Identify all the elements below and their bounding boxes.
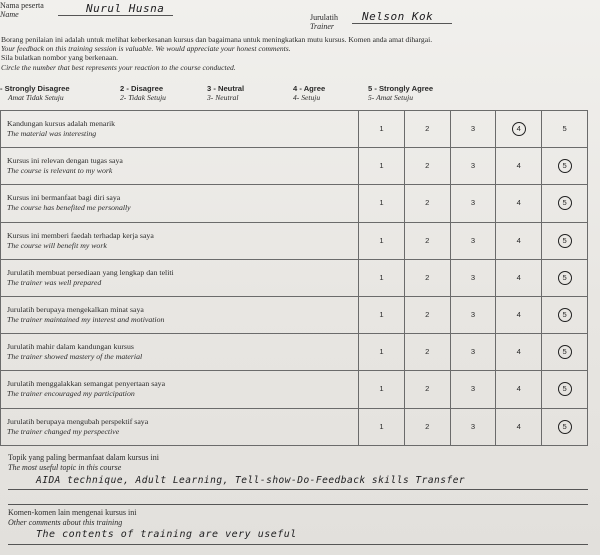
scale-legend-2 bbox=[120, 84, 166, 102]
rating-number: 2 bbox=[425, 272, 430, 282]
rating-option-3[interactable] bbox=[450, 334, 496, 371]
selected-rating-circle: 5 bbox=[558, 420, 572, 434]
rating-option-2[interactable] bbox=[404, 111, 450, 148]
question-row bbox=[1, 222, 588, 259]
scale-3-ms: 3- Neutral bbox=[207, 93, 239, 102]
rating-number: 1 bbox=[379, 310, 384, 320]
rating-option-5[interactable] bbox=[542, 185, 588, 222]
rating-number: 4 bbox=[516, 161, 521, 171]
rating-option-4[interactable] bbox=[496, 334, 542, 371]
rating-number: 3 bbox=[470, 124, 476, 134]
rating-number: 1 bbox=[379, 124, 384, 134]
question-text-en: The trainer was well prepared bbox=[7, 277, 102, 287]
scale-3-label: 3 - Neutral bbox=[207, 84, 245, 93]
scale-legend-5 bbox=[368, 84, 433, 102]
rating-number: 2 bbox=[425, 421, 430, 431]
rating-option-4[interactable] bbox=[496, 259, 542, 296]
rating-number: 3 bbox=[470, 347, 476, 357]
rating-option-1[interactable] bbox=[359, 371, 405, 408]
scale-legend-3 bbox=[207, 84, 244, 102]
rating-option-1[interactable] bbox=[359, 259, 405, 296]
question-row bbox=[1, 259, 588, 296]
rating-option-1[interactable] bbox=[359, 111, 405, 148]
rating-option-1[interactable] bbox=[359, 408, 405, 445]
rating-option-2[interactable] bbox=[404, 296, 450, 333]
scale-1-ms: Amat Tidak Setuju bbox=[8, 93, 64, 102]
question-text-cell bbox=[1, 222, 359, 259]
selected-rating-circle: 4 bbox=[512, 122, 526, 136]
question-row bbox=[1, 185, 588, 222]
instructions bbox=[1, 35, 432, 72]
useful-topic-line-1 bbox=[8, 489, 588, 490]
rating-number: 4 bbox=[516, 235, 521, 245]
rating-option-5[interactable] bbox=[542, 296, 588, 333]
instruction-en: Your feedback on this training session is valuable. We would appreciate your honest comments. bbox=[1, 44, 291, 54]
comments-label-en: Other comments about this training bbox=[8, 518, 123, 527]
question-text-cell bbox=[1, 259, 359, 296]
scale-2-ms: 2- Tidak Setuju bbox=[120, 93, 166, 102]
participant-label-en: Name bbox=[0, 10, 19, 19]
rating-number: 5 bbox=[562, 124, 567, 134]
selected-rating-circle: 5 bbox=[558, 234, 572, 248]
question-text-en: The course has benefited me personally bbox=[7, 203, 131, 213]
question-text-en: The trainer showed mastery of the material bbox=[7, 352, 143, 362]
question-text-ms: Jurulatih menggalakkan semangat penyertaan saya bbox=[7, 379, 166, 389]
question-text-cell bbox=[1, 148, 359, 185]
scale-legend-1 bbox=[0, 84, 70, 102]
scale-2-label: 2 - Disagree bbox=[120, 84, 164, 93]
rating-option-2[interactable] bbox=[404, 334, 450, 371]
scale-4-label: 4 - Agree bbox=[293, 84, 326, 93]
rating-option-3[interactable] bbox=[450, 259, 496, 296]
rating-option-2[interactable] bbox=[404, 259, 450, 296]
question-text-en: The trainer maintained my interest and motivation bbox=[7, 315, 165, 325]
trainer-label-en: Trainer bbox=[310, 22, 335, 31]
question-text-ms: Kursus ini memberi faedah terhadap kerja saya bbox=[7, 230, 154, 240]
question-text-ms: Jurulatih mahir dalam kandungan kursus bbox=[7, 342, 134, 352]
selected-rating-circle: 5 bbox=[558, 345, 572, 359]
question-text-en: The course will benefit my work bbox=[7, 240, 107, 250]
trainer-underline bbox=[352, 23, 452, 24]
rating-number: 1 bbox=[379, 161, 384, 171]
comments-label-ms: Komen-komen lain mengenai kursus ini bbox=[8, 508, 137, 517]
participant-underline bbox=[58, 15, 173, 16]
rating-number: 4 bbox=[516, 347, 521, 357]
rating-number: 1 bbox=[379, 384, 384, 394]
selected-rating-circle: 5 bbox=[558, 308, 572, 322]
scale-1-label: - Strongly Disagree bbox=[0, 84, 70, 93]
rating-number: 2 bbox=[425, 198, 430, 208]
rating-number: 1 bbox=[379, 198, 384, 208]
scale-legend-4 bbox=[293, 84, 325, 102]
rating-number: 2 bbox=[425, 310, 430, 320]
rating-number: 4 bbox=[516, 198, 521, 208]
rating-option-5[interactable] bbox=[542, 222, 588, 259]
rating-number: 4 bbox=[516, 272, 521, 282]
rating-option-5[interactable] bbox=[542, 408, 588, 445]
rating-option-3[interactable] bbox=[450, 371, 496, 408]
rating-option-3[interactable] bbox=[450, 408, 496, 445]
rating-number: 1 bbox=[379, 235, 384, 245]
circle-instruction-en: Circle the number that best represents your reaction to the course conducted. bbox=[1, 62, 236, 72]
rating-number: 3 bbox=[470, 198, 476, 208]
question-text-cell bbox=[1, 408, 359, 445]
rating-option-3[interactable] bbox=[450, 222, 496, 259]
rating-number: 1 bbox=[379, 347, 384, 357]
rating-option-4[interactable] bbox=[496, 296, 542, 333]
rating-option-4[interactable] bbox=[496, 148, 542, 185]
rating-option-1[interactable] bbox=[359, 222, 405, 259]
rating-option-5[interactable] bbox=[542, 334, 588, 371]
rating-number: 4 bbox=[516, 421, 521, 431]
selected-rating-circle: 5 bbox=[558, 382, 572, 396]
rating-number: 3 bbox=[470, 384, 476, 394]
rating-number: 1 bbox=[379, 272, 384, 282]
rating-number: 2 bbox=[425, 347, 430, 357]
selected-rating-circle: 5 bbox=[558, 159, 572, 173]
useful-topic-label bbox=[8, 453, 159, 473]
question-row bbox=[1, 148, 588, 185]
rating-table bbox=[0, 110, 588, 446]
rating-option-2[interactable] bbox=[404, 148, 450, 185]
circle-instruction-ms: Sila bulatkan nombor yang berkenaan. bbox=[1, 53, 119, 63]
selected-rating-circle: 5 bbox=[558, 271, 572, 285]
comments-answer[interactable]: The contents of training are very useful bbox=[36, 529, 297, 540]
useful-topic-label-en: The most useful topic in this course bbox=[8, 463, 122, 472]
question-text-cell bbox=[1, 334, 359, 371]
question-text-cell bbox=[1, 296, 359, 333]
rating-option-3[interactable] bbox=[450, 185, 496, 222]
rating-option-2[interactable] bbox=[404, 371, 450, 408]
question-text-en: The trainer changed my perspective bbox=[7, 426, 120, 436]
question-row bbox=[1, 371, 588, 408]
rating-number: 4 bbox=[516, 310, 521, 320]
rating-option-3[interactable] bbox=[450, 111, 496, 148]
useful-topic-line-2 bbox=[8, 504, 588, 505]
rating-number: 3 bbox=[470, 272, 476, 282]
scale-5-ms: 5- Amat Setuju bbox=[368, 93, 413, 102]
rating-option-4[interactable] bbox=[496, 185, 542, 222]
rating-option-4[interactable] bbox=[496, 222, 542, 259]
rating-number: 3 bbox=[470, 161, 476, 171]
rating-number: 2 bbox=[425, 161, 430, 171]
rating-number: 3 bbox=[470, 235, 476, 245]
question-text-ms: Kandungan kursus adalah menarik bbox=[7, 119, 116, 129]
selected-rating-circle: 5 bbox=[558, 196, 572, 210]
rating-option-4[interactable] bbox=[496, 408, 542, 445]
trainer-label bbox=[310, 13, 338, 31]
rating-option-1[interactable] bbox=[359, 148, 405, 185]
trainer-label-ms: Jurulatih bbox=[310, 13, 338, 22]
rating-option-1[interactable] bbox=[359, 334, 405, 371]
question-text-ms: Jurulatih berupaya mengubah perspektif saya bbox=[7, 416, 149, 426]
question-row bbox=[1, 296, 588, 333]
rating-option-3[interactable] bbox=[450, 296, 496, 333]
question-text-en: The trainer encouraged my participation bbox=[7, 389, 135, 399]
participant-name-value[interactable]: Nurul Husna bbox=[86, 2, 165, 15]
rating-option-5[interactable] bbox=[542, 259, 588, 296]
rating-option-2[interactable] bbox=[404, 408, 450, 445]
rating-number: 3 bbox=[470, 310, 476, 320]
question-text-cell bbox=[1, 185, 359, 222]
rating-option-1[interactable] bbox=[359, 185, 405, 222]
rating-option-5[interactable] bbox=[542, 111, 588, 148]
rating-option-2[interactable] bbox=[404, 185, 450, 222]
question-text-ms: Kursus ini bermanfaat bagi diri saya bbox=[7, 193, 121, 203]
rating-option-1[interactable] bbox=[359, 296, 405, 333]
question-row bbox=[1, 408, 588, 445]
useful-topic-answer[interactable]: AIDA technique, Adult Learning, Tell-show-Do-Feedback skills Transfer bbox=[36, 475, 466, 486]
rating-number: 2 bbox=[425, 124, 430, 134]
question-text-en: The material was interesting bbox=[7, 129, 97, 139]
rating-option-2[interactable] bbox=[404, 222, 450, 259]
useful-topic-label-ms: Topik yang paling bermanfaat dalam kursus ini bbox=[8, 453, 159, 462]
scale-5-label: 5 - Strongly Agree bbox=[368, 84, 434, 93]
rating-number: 4 bbox=[516, 384, 521, 394]
question-text-ms: Jurulatih berupaya mengekalkan minat saya bbox=[7, 305, 144, 315]
rating-option-5[interactable] bbox=[542, 371, 588, 408]
participant-label bbox=[0, 1, 44, 19]
question-text-cell bbox=[1, 371, 359, 408]
rating-option-4[interactable] bbox=[496, 111, 542, 148]
rating-option-5[interactable] bbox=[542, 148, 588, 185]
rating-number: 3 bbox=[470, 421, 476, 431]
question-text-ms: Kursus ini relevan dengan tugas saya bbox=[7, 156, 123, 166]
question-text-ms: Jurulatih membuat persediaan yang lengkap dan teliti bbox=[7, 267, 174, 277]
trainer-name-value[interactable]: Nelson Kok bbox=[362, 10, 434, 23]
rating-option-4[interactable] bbox=[496, 371, 542, 408]
question-text-cell bbox=[1, 111, 359, 148]
instruction-ms: Borang penilaian ini adalah untuk melihat keberkesanan kursus dan bagaimana untuk meningkatkan mutu kursus. Komen anda amat dihargai. bbox=[1, 35, 433, 44]
rating-option-3[interactable] bbox=[450, 148, 496, 185]
rating-number: 2 bbox=[425, 235, 430, 245]
question-row bbox=[1, 111, 588, 148]
comments-line bbox=[8, 544, 588, 545]
question-text-en: The course is relevant to my work bbox=[7, 166, 113, 176]
scale-4-ms: 4- Setuju bbox=[293, 93, 321, 102]
rating-number: 2 bbox=[425, 384, 430, 394]
participant-label-ms: Nama peserta bbox=[0, 1, 44, 10]
comments-label bbox=[8, 508, 136, 528]
rating-number: 1 bbox=[379, 421, 384, 431]
question-row bbox=[1, 334, 588, 371]
